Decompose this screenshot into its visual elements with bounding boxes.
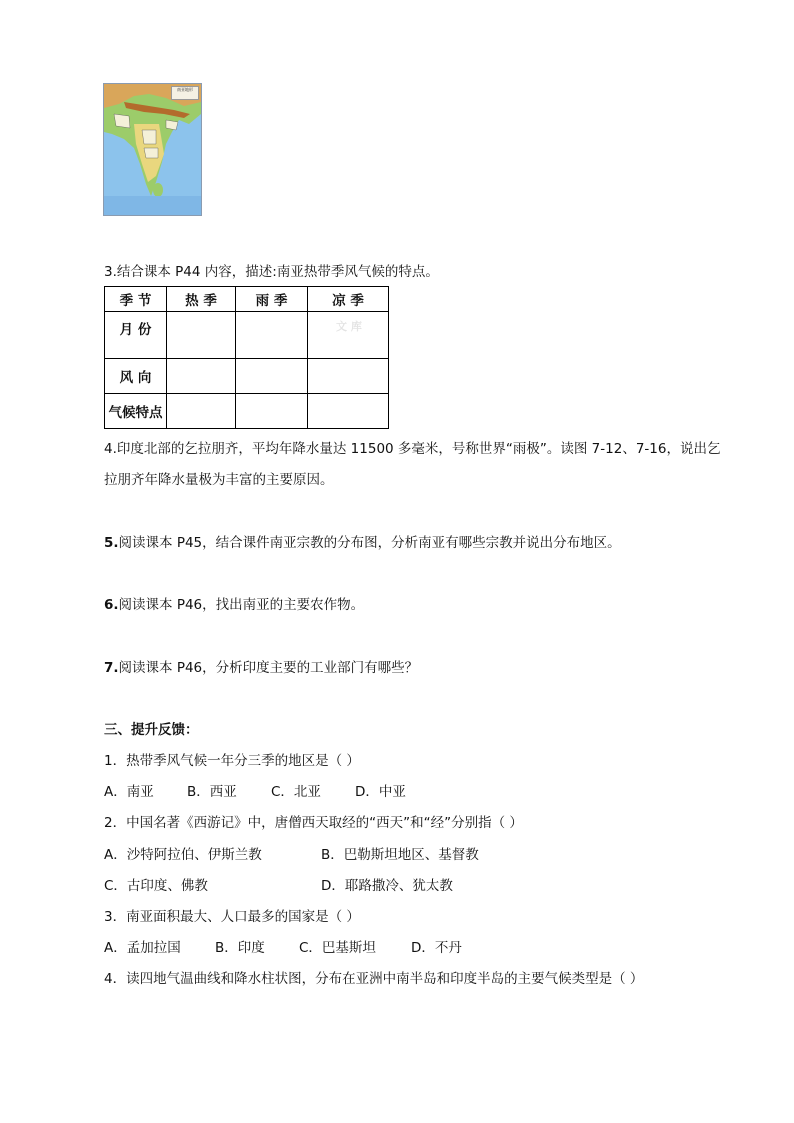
question-number: 6. [104, 597, 119, 613]
header-hot-season: 热 季 [167, 287, 236, 312]
header-cool-season: 凉 季 [308, 287, 389, 312]
map-legend: 南亚地形 [171, 86, 199, 100]
table-header-row [105, 287, 389, 312]
question-3-text: 3.结合课本 P44 内容，描述:南亚热带季风气候的特点。 [104, 264, 439, 280]
mc-2-stem: 2．中国名著《西游记》中，唐僧西天取经的“西天”和“经”分别指（ ） [104, 815, 523, 831]
question-number: 5. [104, 535, 119, 551]
answer-cell[interactable] [308, 312, 389, 359]
row-label-months: 月 份 [105, 312, 167, 359]
south-asia-map-image [103, 83, 202, 216]
question-6 [104, 593, 364, 613]
mc-1-stem: 1．热带季风气候一年分三季的地区是（ ） [104, 753, 360, 769]
map-graphic [104, 84, 201, 215]
answer-cell[interactable] [236, 394, 308, 429]
table-row [105, 394, 389, 429]
mc-1-option-b: B．西亚 [187, 784, 237, 800]
answer-cell[interactable] [308, 394, 389, 429]
question-5 [104, 531, 621, 551]
question-7 [104, 656, 418, 676]
mc-2-option-b: B．巴勒斯坦地区、基督教 [321, 847, 479, 863]
mc-3-stem: 3．南亚面积最大、人口最多的国家是（ ） [104, 909, 360, 925]
mc-1-option-c: C．北亚 [271, 784, 321, 800]
answer-cell[interactable] [167, 394, 236, 429]
watermark: 文 库 [336, 320, 362, 333]
mc-3-option-b: B．印度 [215, 940, 265, 956]
question-text: 阅读课本 P45，结合课件南亚宗教的分布图，分析南亚有哪些宗教并说出分布地区。 [118, 535, 621, 551]
monsoon-season-table [104, 286, 389, 429]
answer-cell[interactable] [308, 359, 389, 394]
header-season: 季 节 [105, 287, 167, 312]
section-title: 三、提升反馈： [104, 722, 199, 738]
question-4-line-2: 拉朋齐年降水量极为丰富的主要原因。 [104, 472, 334, 488]
answer-cell[interactable] [167, 312, 236, 359]
mc-3-option-a: A．孟加拉国 [104, 940, 181, 956]
table-row [105, 312, 389, 359]
row-label-wind: 风 向 [105, 359, 167, 394]
question-number: 7. [104, 660, 119, 676]
mc-2-option-d: D．耶路撒冷、犹太教 [321, 878, 453, 894]
mc-3-option-c: C．巴基斯坦 [299, 940, 376, 956]
mc-1-option-d: D．中亚 [355, 784, 406, 800]
question-4-line-1: 4.印度北部的乞拉朋齐，平均年降水量达 11500 多毫米，号称世界“雨极”。读图 7-12、7-16，说出乞 [104, 441, 721, 457]
mc-2-option-a: A．沙特阿拉伯、伊斯兰教 [104, 847, 262, 863]
row-label-climate: 气候特点 [105, 394, 167, 429]
question-text: 阅读课本 P46，找出南亚的主要农作物。 [118, 597, 365, 613]
answer-cell[interactable] [167, 359, 236, 394]
mc-4-stem: 4．读四地气温曲线和降水柱状图，分布在亚洲中南半岛和印度半岛的主要气候类型是（ ） [104, 971, 644, 987]
answer-cell[interactable] [236, 312, 308, 359]
mc-3-option-d: D．不丹 [411, 940, 462, 956]
answer-cell[interactable] [236, 359, 308, 394]
header-rainy-season: 雨 季 [236, 287, 308, 312]
mc-2-option-c: C．古印度、佛教 [104, 878, 208, 894]
table-row [105, 359, 389, 394]
question-text: 阅读课本 P46，分析印度主要的工业部门有哪些？ [118, 660, 419, 676]
mc-1-option-a: A．南亚 [104, 784, 154, 800]
